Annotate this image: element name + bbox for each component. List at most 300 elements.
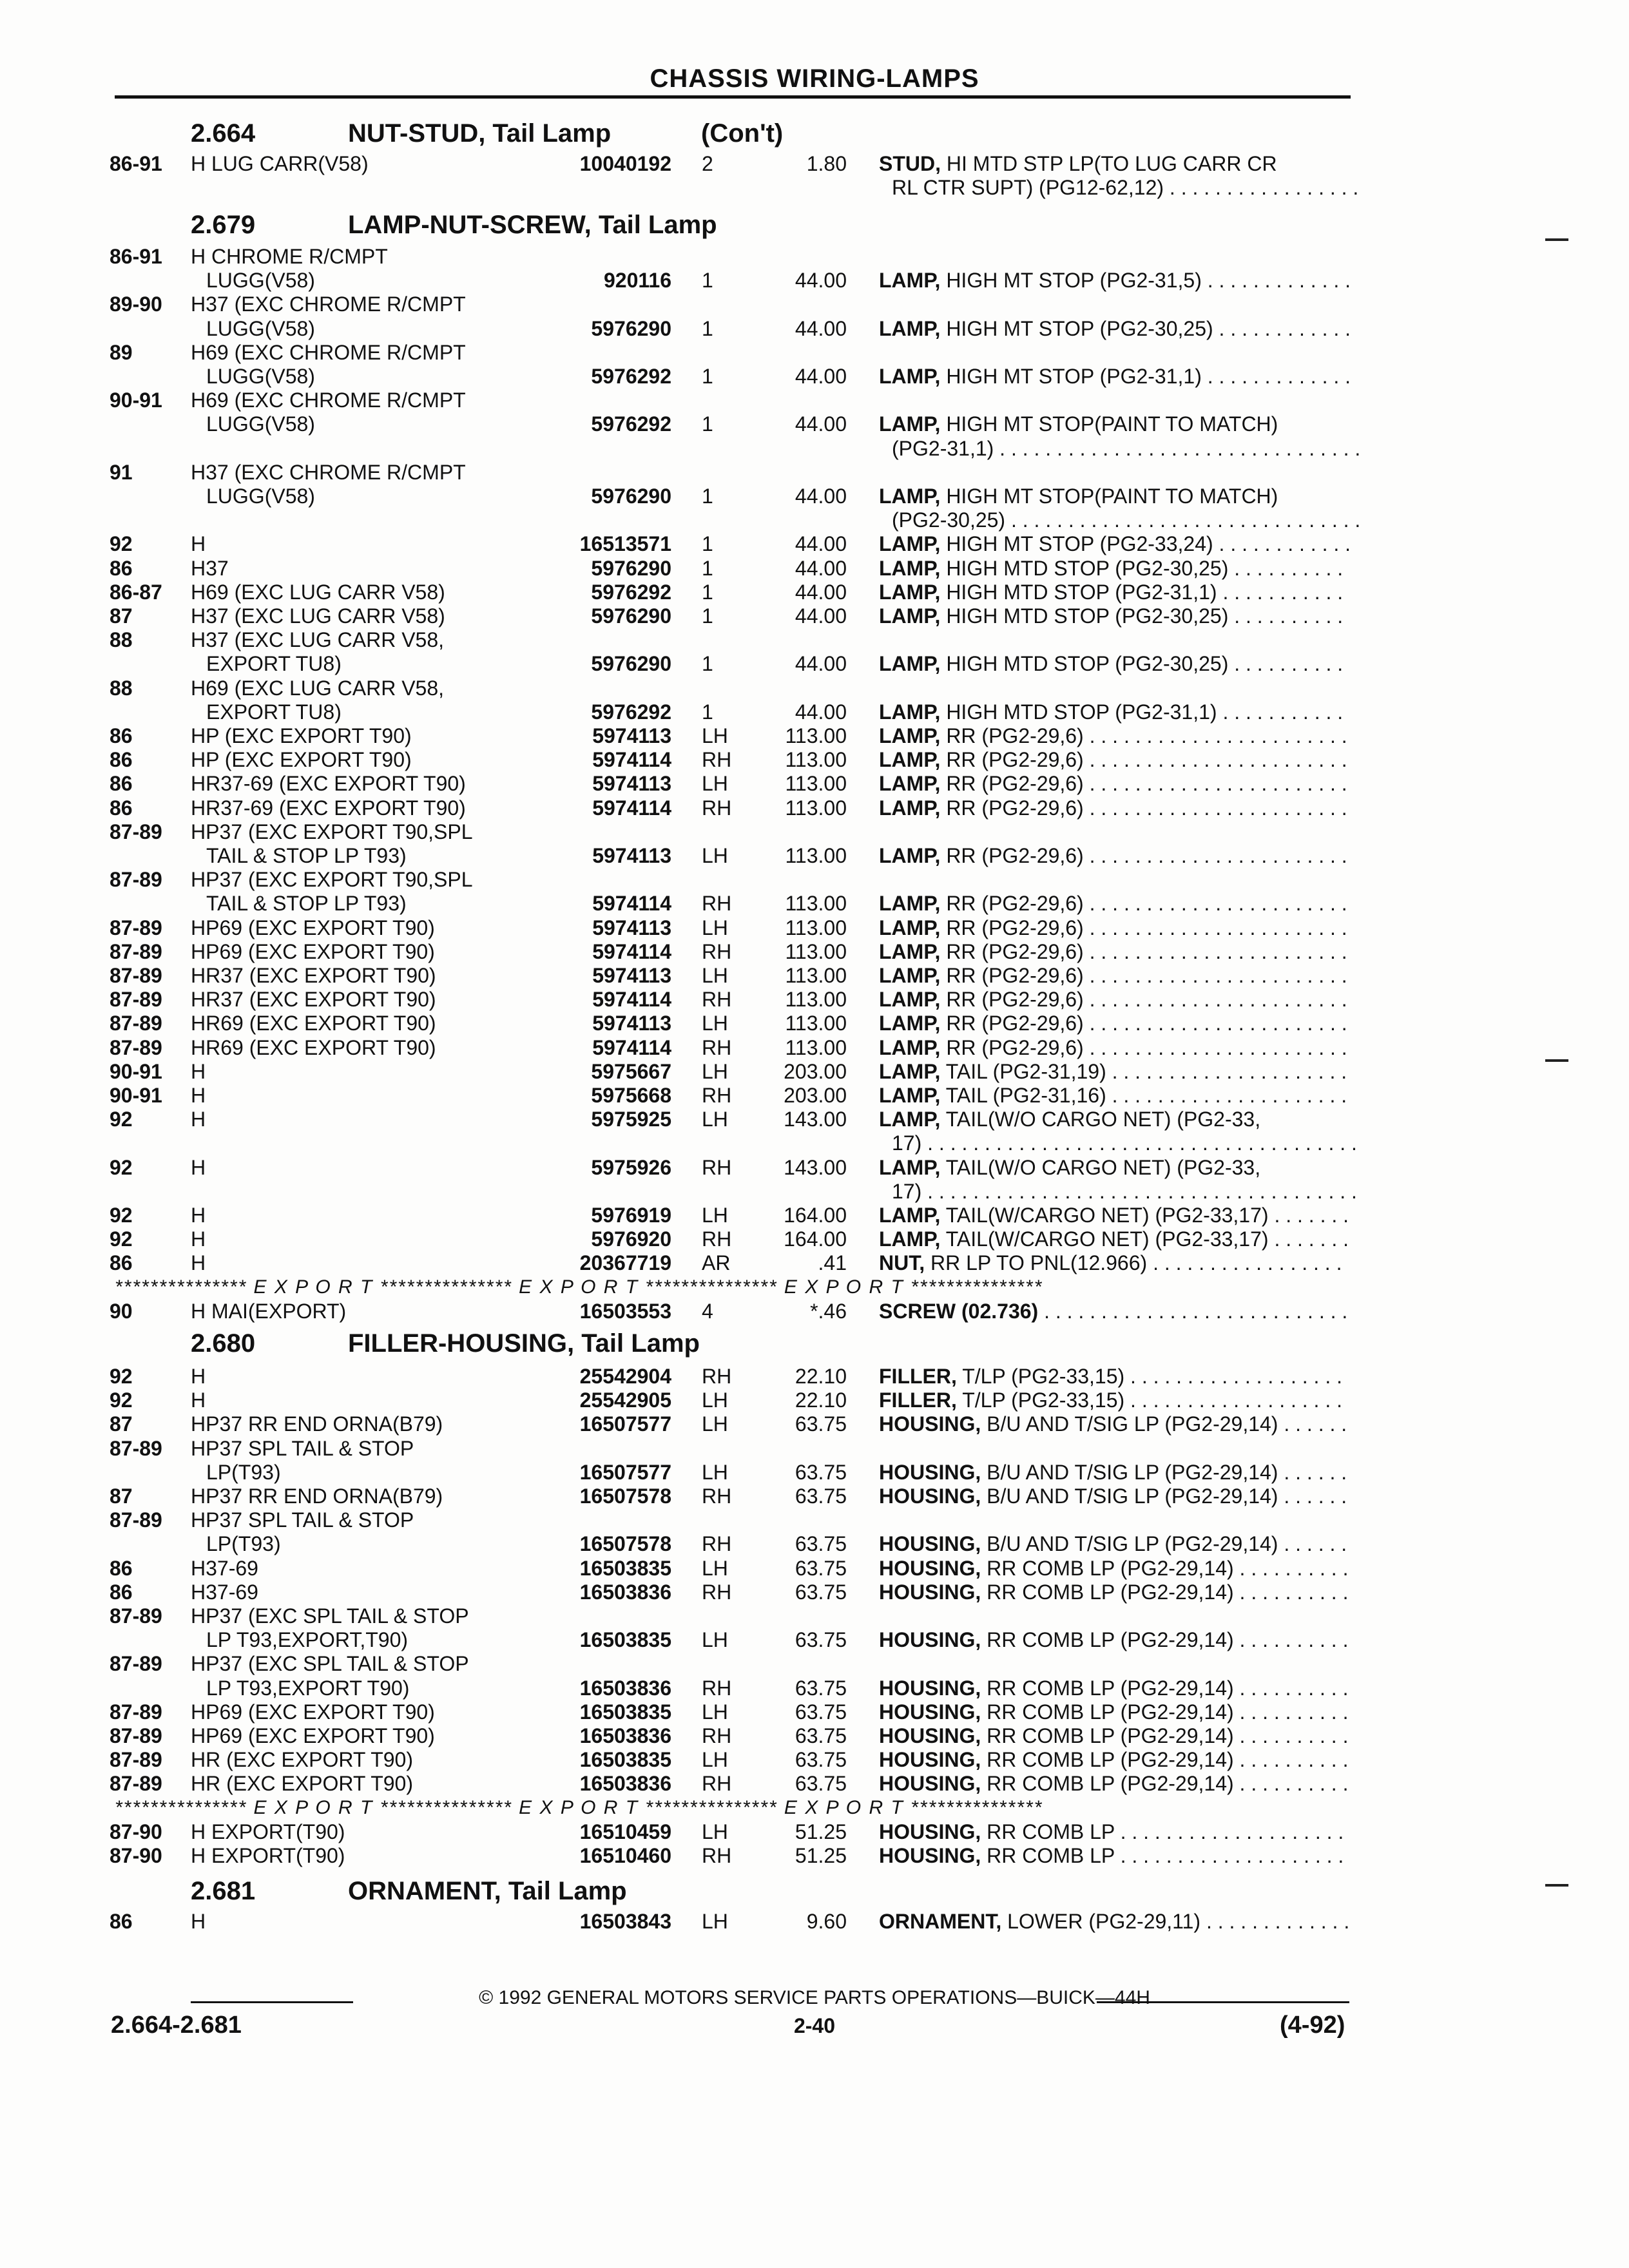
part-number: 25542904: [579, 1365, 671, 1388]
quantity: LH: [702, 916, 728, 939]
model-years: 87-89: [110, 939, 162, 963]
part-noun: LAMP,: [879, 365, 941, 388]
model-years: 92: [110, 532, 133, 556]
model-years: 87-89: [110, 1724, 162, 1747]
table-row: [0, 1298, 1629, 1324]
quantity: RH: [702, 1227, 732, 1251]
table-row: [0, 915, 1629, 941]
price: 113.00: [785, 724, 847, 747]
part-name: [879, 1819, 1349, 1845]
part-number: 16503835: [579, 1556, 671, 1580]
table-row: [0, 986, 1629, 1012]
price: 63.75: [795, 1700, 847, 1724]
price: 203.00: [784, 1084, 847, 1107]
price: 44.00: [795, 485, 847, 508]
table-row: [0, 1819, 1629, 1845]
part-number: 5974113: [592, 964, 671, 987]
part-number: 16503835: [579, 1700, 671, 1724]
part-number: 5976920: [591, 1227, 671, 1251]
part-name-cont: (PG2-30,25) . . .: [892, 507, 1362, 533]
usage-description: H EXPORT(T90): [191, 1820, 345, 1843]
table-row-continued: [0, 1531, 1629, 1557]
table-row: [0, 771, 1629, 796]
usage-description: HP37 SPL TAIL & STOP: [191, 1508, 414, 1532]
part-noun: HOUSING,: [879, 1485, 981, 1508]
model-years: 87-89: [110, 1035, 162, 1059]
table-row-continued: [0, 1627, 1629, 1653]
price: 44.00: [795, 365, 847, 388]
part-modifier: HIGH MTD STOP (PG2-31,1): [940, 700, 1217, 724]
part-name: [879, 890, 1349, 916]
model-years: 86: [110, 724, 133, 747]
part-name: [879, 747, 1349, 773]
part-modifier: RR (PG2-29,6): [940, 796, 1084, 820]
price: 113.00: [785, 748, 847, 772]
part-number: 16507577: [579, 1412, 671, 1436]
part-noun: LAMP,: [879, 269, 941, 293]
table-row: [0, 1747, 1629, 1773]
quantity: RH: [702, 1676, 732, 1700]
quantity: RH: [702, 1035, 732, 1059]
model-years: 92: [110, 1155, 133, 1179]
table-row: [0, 1082, 1629, 1108]
quantity: LH: [702, 1556, 728, 1580]
model-years: 92: [110, 1108, 133, 1131]
part-name: [879, 1226, 1349, 1252]
part-noun: HOUSING,: [879, 1844, 981, 1867]
quantity: RH: [702, 1485, 732, 1508]
price: 1.80: [806, 152, 847, 175]
model-years: 87-89: [110, 820, 162, 843]
table-row: [0, 939, 1629, 965]
table-row: [0, 1771, 1629, 1796]
part-modifier: RR COMB LP: [981, 1844, 1115, 1867]
quantity: AR: [702, 1251, 731, 1275]
price: 143.00: [784, 1108, 847, 1131]
part-noun: LAMP,: [879, 412, 941, 436]
table-row: [0, 1483, 1629, 1509]
model-years: 88: [110, 628, 133, 652]
part-name: [879, 1771, 1349, 1796]
part-name: [879, 603, 1349, 629]
part-modifier: RR (PG2-29,6): [940, 844, 1084, 867]
part-noun: HOUSING,: [879, 1628, 981, 1652]
table-row-continued: [0, 843, 1629, 869]
part-number: 16510459: [579, 1820, 671, 1843]
part-modifier: TAIL (PG2-31,16): [940, 1084, 1106, 1107]
table-row: [0, 1908, 1629, 1934]
part-name: [879, 1035, 1349, 1061]
section-continued: (Con't): [701, 119, 784, 148]
part-modifier: TAIL(W/CARGO NET) (PG2-33,17): [940, 1204, 1269, 1227]
section-header: [0, 1327, 1629, 1360]
price: 44.00: [795, 700, 847, 724]
part-name: [879, 1747, 1349, 1773]
part-noun: LAMP,: [879, 724, 941, 747]
part-modifier: B/U AND T/SIG LP (PG2-29,14): [981, 1485, 1278, 1508]
part-modifier: RR COMB LP (PG2-29,14): [981, 1556, 1234, 1580]
price: 63.75: [795, 1556, 847, 1580]
table-row-continued: [0, 651, 1629, 677]
quantity: LH: [702, 1820, 728, 1843]
part-number: 16503835: [579, 1748, 671, 1772]
part-modifier: RR (PG2-29,6): [940, 964, 1084, 987]
table-row: [0, 151, 1629, 177]
part-name: [879, 1202, 1349, 1228]
part-name: [879, 483, 1349, 509]
price: 113.00: [785, 772, 847, 796]
part-modifier: HIGH MT STOP (PG2-31,5): [940, 269, 1202, 293]
part-modifier: T/LP (PG2-33,15): [956, 1389, 1125, 1412]
part-modifier: TAIL (PG2-31,19): [940, 1059, 1106, 1083]
price: 113.00: [785, 964, 847, 987]
table-row: [0, 1699, 1629, 1725]
part-noun: LAMP,: [879, 580, 941, 604]
usage-description: HR37-69 (EXC EXPORT T90): [191, 796, 466, 820]
price: 44.00: [795, 532, 847, 556]
part-modifier: B/U AND T/SIG LP (PG2-29,14): [981, 1412, 1278, 1436]
usage-description: HR37 (EXC EXPORT T90): [191, 964, 436, 987]
part-noun: LAMP,: [879, 1059, 941, 1083]
table-row: [0, 1155, 1629, 1180]
model-years: 92: [110, 1389, 133, 1412]
price: 164.00: [784, 1227, 847, 1251]
part-noun: HOUSING,: [879, 1556, 981, 1580]
part-noun: LAMP,: [879, 1108, 941, 1131]
model-years: 87-90: [110, 1820, 162, 1843]
part-number: 5975925: [591, 1108, 671, 1131]
part-noun: HOUSING,: [879, 1412, 981, 1436]
export-divider-text: *************** E X P O R T *************** E X P O R T *************** E X P O R T ***************: [115, 1796, 1043, 1818]
price: 113.00: [785, 1012, 847, 1035]
part-name: [879, 1387, 1349, 1413]
part-noun: HOUSING,: [879, 1580, 981, 1604]
margin-mark: [1545, 1884, 1568, 1887]
section-title: ORNAMENT, Tail Lamp: [348, 1877, 627, 1905]
table-row-continued: [0, 1459, 1629, 1485]
price: 44.00: [795, 269, 847, 293]
model-years: 87-89: [110, 1436, 162, 1460]
part-number: 5974113: [592, 724, 671, 747]
part-modifier: HIGH MT STOP(PAINT TO MATCH): [940, 485, 1278, 508]
usage-description: H: [191, 1365, 206, 1388]
table-row-name-continued: [0, 175, 1629, 200]
usage-description-cont: EXPORT TU8): [206, 700, 342, 724]
part-noun: LAMP,: [879, 532, 941, 556]
model-years: 86-87: [110, 580, 162, 604]
price: 113.00: [785, 796, 847, 820]
part-noun: HOUSING,: [879, 1820, 981, 1843]
table-row: [0, 603, 1629, 629]
quantity: 1: [702, 365, 713, 388]
quantity: RH: [702, 1724, 732, 1747]
quantity: LH: [702, 1628, 728, 1652]
part-noun: STUD,: [879, 152, 941, 175]
price: 143.00: [784, 1155, 847, 1179]
part-modifier: RR (PG2-29,6): [940, 748, 1084, 772]
part-modifier: HI MTD STP LP(TO LUG CARR CR: [941, 152, 1277, 175]
part-modifier: RR (PG2-29,6): [940, 724, 1084, 747]
usage-description-cont: LUGG(V58): [206, 365, 315, 388]
table-row: [0, 1843, 1629, 1869]
table-row: [0, 531, 1629, 557]
usage-description: H: [191, 1084, 206, 1107]
model-years: 90-91: [110, 389, 162, 412]
table-row-continued: [0, 411, 1629, 437]
usage-description: HP37 RR END ORNA(B79): [191, 1412, 443, 1436]
part-name: [879, 411, 1349, 437]
usage-description: H37-69: [191, 1580, 258, 1604]
quantity: 4: [702, 1299, 713, 1323]
table-row: [0, 1106, 1629, 1132]
quantity: LH: [702, 1700, 728, 1724]
usage-description: HP37 SPL TAIL & STOP: [191, 1436, 414, 1460]
table-row-continued: [0, 316, 1629, 341]
table-row-continued: [0, 1675, 1629, 1701]
table-row: [0, 340, 1629, 365]
table-row-continued: [0, 699, 1629, 725]
part-number: 5974114: [592, 892, 671, 916]
part-name: [879, 579, 1349, 605]
model-years: 87-89: [110, 868, 162, 892]
quantity: LH: [702, 844, 728, 867]
usage-description-cont: LUGG(V58): [206, 485, 315, 508]
export-divider-text: *************** E X P O R T *************** E X P O R T *************** E X P O R T ***************: [115, 1276, 1043, 1298]
quantity: LH: [702, 724, 728, 747]
part-number: 16507577: [579, 1460, 671, 1484]
section-number: 2.679: [191, 211, 256, 239]
usage-description: H LUG CARR(V58): [191, 152, 369, 175]
part-modifier: TAIL(W/CARGO NET) (PG2-33,17): [940, 1227, 1269, 1251]
part-name: [879, 795, 1349, 821]
table-row: [0, 1723, 1629, 1749]
part-name: [879, 651, 1349, 677]
part-number: 5976292: [591, 580, 671, 604]
part-name: [879, 151, 1349, 177]
usage-description: H69 (EXC LUG CARR V58,: [191, 676, 445, 700]
quantity: RH: [702, 748, 732, 772]
quantity: 1: [702, 700, 713, 724]
usage-description: H CHROME R/CMPT: [191, 245, 388, 268]
part-modifier: HIGH MT STOP (PG2-30,25): [940, 316, 1213, 340]
usage-description: H37 (EXC LUG CARR V58): [191, 604, 445, 628]
part-name: [879, 1106, 1349, 1132]
usage-description: H: [191, 1155, 206, 1179]
part-number: 16513571: [579, 532, 671, 556]
footer-copyright: © 1992 GENERAL MOTORS SERVICE PARTS OPERATIONS—BUICK—44H: [479, 1987, 1150, 2008]
part-number: 5976290: [591, 556, 671, 580]
part-name: [879, 915, 1349, 941]
usage-description: H: [191, 1204, 206, 1227]
usage-description: HR37 (EXC EXPORT T90): [191, 988, 436, 1012]
table-row: [0, 1035, 1629, 1061]
table-row: [0, 1579, 1629, 1605]
part-modifier: HIGH MT STOP (PG2-31,1): [940, 365, 1202, 388]
table-row: [0, 1010, 1629, 1036]
part-noun: HOUSING,: [879, 1748, 981, 1772]
part-modifier: RR LP TO PNL(12.966): [925, 1251, 1148, 1275]
model-years: 87-89: [110, 1604, 162, 1628]
quantity: RH: [702, 988, 732, 1012]
part-number: 16510460: [579, 1844, 671, 1867]
part-noun: LAMP,: [879, 652, 941, 676]
usage-description: H EXPORT(T90): [191, 1844, 345, 1867]
usage-description: H: [191, 532, 206, 556]
usage-description: H37-69: [191, 1556, 258, 1580]
model-years: 87-89: [110, 1748, 162, 1772]
table-row: [0, 1250, 1629, 1276]
quantity: 1: [702, 485, 713, 508]
quantity: LH: [702, 772, 728, 796]
part-noun: LAMP,: [879, 604, 941, 628]
part-noun: ORNAMENT,: [879, 1910, 1002, 1933]
part-number: 10040192: [579, 152, 671, 175]
model-years: 90-91: [110, 1084, 162, 1107]
part-modifier: RR COMB LP (PG2-29,14): [981, 1772, 1234, 1796]
table-row: [0, 723, 1629, 749]
table-row-name-continued: [0, 436, 1629, 461]
part-noun: HOUSING,: [879, 1772, 981, 1796]
quantity: RH: [702, 1844, 732, 1867]
usage-description-cont: LUGG(V58): [206, 316, 315, 340]
usage-description: H37: [191, 556, 229, 580]
price: 44.00: [795, 412, 847, 436]
usage-description: HP69 (EXC EXPORT T90): [191, 939, 435, 963]
usage-description-cont: LP T93,EXPORT T90): [206, 1676, 410, 1700]
table-row: [0, 1202, 1629, 1228]
usage-description: H: [191, 1389, 206, 1412]
part-name: [879, 1155, 1349, 1180]
quantity: RH: [702, 1532, 732, 1556]
usage-description-cont: LP(T93): [206, 1532, 281, 1556]
part-number: 5975668: [591, 1084, 671, 1107]
part-noun: NUT,: [879, 1251, 925, 1275]
price: 44.00: [795, 556, 847, 580]
table-row: [0, 675, 1629, 701]
section-header: [0, 117, 1629, 149]
table-row: [0, 795, 1629, 821]
part-number: 5974114: [592, 988, 671, 1012]
part-name: [879, 316, 1349, 341]
part-name: [879, 1298, 1349, 1324]
page-title: CHASSIS WIRING-LAMPS: [650, 64, 979, 93]
usage-description-cont: LUGG(V58): [206, 269, 315, 293]
quantity: LH: [702, 1204, 728, 1227]
part-name: [879, 771, 1349, 796]
quantity: 1: [702, 580, 713, 604]
section-number: 2.680: [191, 1329, 256, 1358]
table-row: [0, 627, 1629, 653]
part-name: [879, 1010, 1349, 1036]
section-title: LAMP-NUT-SCREW, Tail Lamp: [348, 211, 717, 239]
part-noun: HOUSING,: [879, 1700, 981, 1724]
part-noun: FILLER,: [879, 1365, 957, 1388]
table-row-continued: [0, 267, 1629, 293]
part-number: 16503835: [579, 1628, 671, 1652]
price: 44.00: [795, 652, 847, 676]
part-modifier: RR COMB LP: [981, 1820, 1115, 1843]
part-number: 16503836: [579, 1772, 671, 1796]
model-years: 90-91: [110, 1059, 162, 1083]
usage-description: H37 (EXC CHROME R/CMPT: [191, 293, 466, 316]
model-years: 86: [110, 556, 133, 580]
model-years: 87-89: [110, 964, 162, 987]
part-number: 5974113: [592, 844, 671, 867]
title-rule: [115, 95, 1351, 99]
table-row-name-continued: [0, 1130, 1629, 1156]
part-modifier: HIGH MT STOP (PG2-33,24): [940, 532, 1213, 556]
part-number: 920116: [603, 269, 671, 293]
usage-description: HR37-69 (EXC EXPORT T90): [191, 772, 466, 796]
price: 63.75: [795, 1580, 847, 1604]
part-name: [879, 1411, 1349, 1437]
model-years: 87-89: [110, 988, 162, 1012]
price: 113.00: [785, 1035, 847, 1059]
quantity: RH: [702, 1084, 732, 1107]
part-modifier: HIGH MTD STOP (PG2-30,25): [940, 556, 1229, 580]
quantity: LH: [702, 1460, 728, 1484]
price: 203.00: [784, 1059, 847, 1083]
usage-description: HP69 (EXC EXPORT T90): [191, 916, 435, 939]
model-years: 87-89: [110, 1772, 162, 1796]
part-modifier: RR (PG2-29,6): [940, 939, 1084, 963]
part-number: 5974114: [592, 939, 671, 963]
part-number: 5976290: [591, 316, 671, 340]
part-number: 5976290: [591, 652, 671, 676]
usage-description: H69 (EXC CHROME R/CMPT: [191, 340, 466, 364]
part-number: 5975926: [591, 1155, 671, 1179]
usage-description: H: [191, 1227, 206, 1251]
price: 113.00: [785, 939, 847, 963]
part-modifier: RR (PG2-29,6): [940, 892, 1084, 916]
quantity: 1: [702, 604, 713, 628]
part-number: 16503843: [579, 1910, 671, 1933]
section-header: [0, 209, 1629, 241]
part-number: 5974114: [592, 796, 671, 820]
model-years: 86: [110, 772, 133, 796]
usage-description: HP37 (EXC EXPORT T90,SPL: [191, 820, 473, 843]
quantity: LH: [702, 1412, 728, 1436]
part-noun: LAMP,: [879, 844, 941, 867]
part-modifier: T/LP (PG2-33,15): [956, 1365, 1125, 1388]
model-years: 86-91: [110, 245, 162, 268]
part-name: [879, 1579, 1349, 1605]
part-noun: HOUSING,: [879, 1460, 981, 1484]
part-name: [879, 363, 1349, 389]
quantity: 1: [702, 556, 713, 580]
part-noun: LAMP,: [879, 916, 941, 939]
usage-description: HP37 RR END ORNA(B79): [191, 1485, 443, 1508]
part-modifier: TAIL(W/O CARGO NET) (PG2-33,: [940, 1155, 1261, 1179]
part-modifier: HIGH MTD STOP (PG2-31,1): [940, 580, 1217, 604]
part-noun: LAMP,: [879, 700, 941, 724]
part-modifier: TAIL(W/O CARGO NET) (PG2-33,: [940, 1108, 1261, 1131]
part-number: 5974113: [592, 772, 671, 796]
part-noun: LAMP,: [879, 939, 941, 963]
usage-description: HP (EXC EXPORT T90): [191, 724, 412, 747]
part-noun: HOUSING,: [879, 1724, 981, 1747]
model-years: 87-89: [110, 1700, 162, 1724]
part-modifier: RR COMB LP (PG2-29,14): [981, 1748, 1234, 1772]
part-number: 5974114: [592, 1035, 671, 1059]
usage-description-cont: LUGG(V58): [206, 412, 315, 436]
model-years: 90: [110, 1299, 133, 1323]
table-row-continued: [0, 363, 1629, 389]
usage-description: HR (EXC EXPORT T90): [191, 1772, 413, 1796]
part-noun: LAMP,: [879, 556, 941, 580]
usage-description: H37 (EXC CHROME R/CMPT: [191, 460, 466, 484]
part-modifier: RR (PG2-29,6): [940, 1035, 1084, 1059]
